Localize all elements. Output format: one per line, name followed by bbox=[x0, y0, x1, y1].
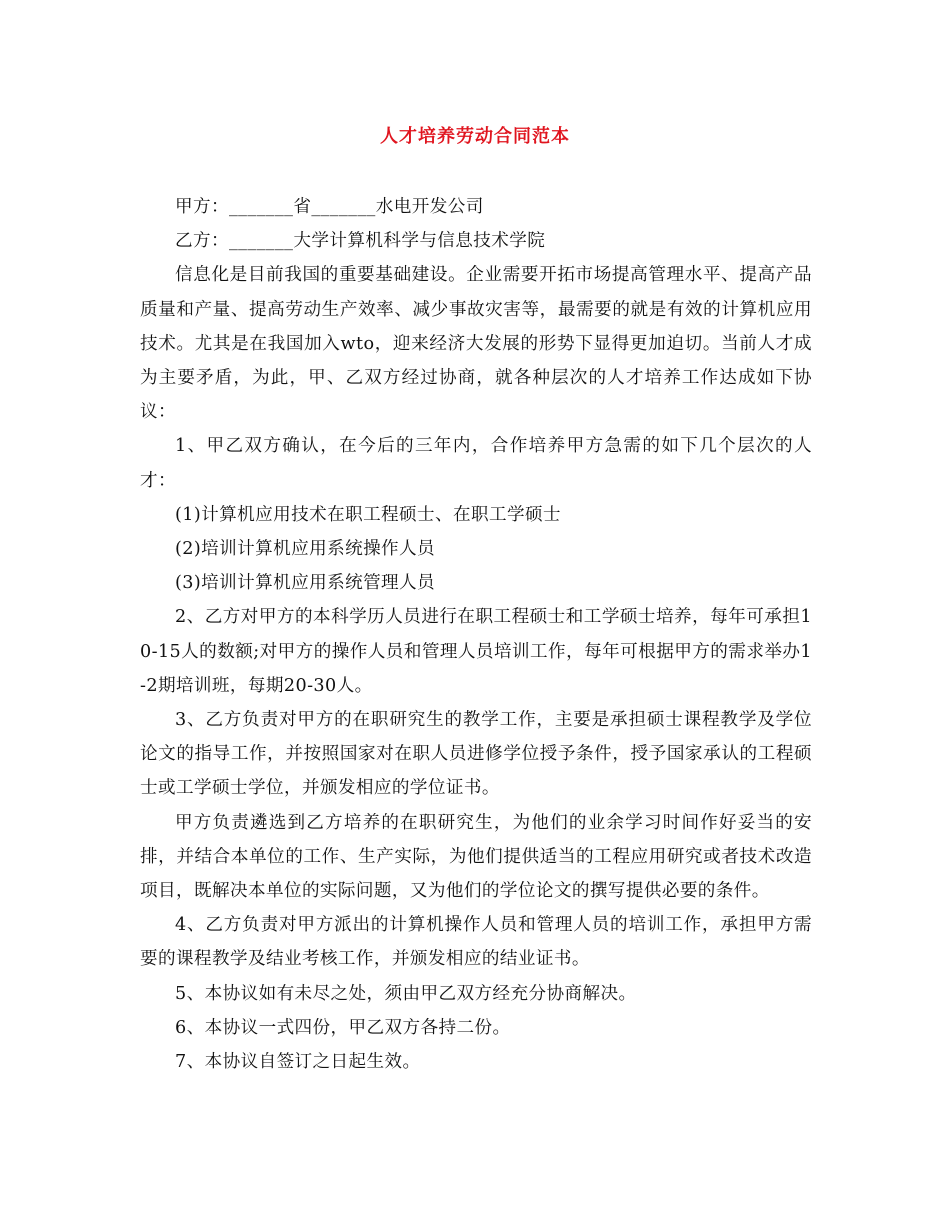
party-a-line: 甲方：_______省_______水电开发公司 bbox=[175, 197, 484, 217]
document-body bbox=[140, 190, 812, 1079]
clause-1-item-1: (1)计算机应用技术在职工程硕士、在职工学硕士 bbox=[175, 504, 561, 525]
clause-4: 4、乙方负责对甲方派出的计算机操作人员和管理人员的培训工作，承担甲方需要的课程教学及结业考核工作，并颁发相应的结业证书。 bbox=[140, 915, 812, 970]
clause-3-party-a-duty: 甲方负责遴选到乙方培养的在职研究生，为他们的业余学习时间作好妥当的安排，并结合本单位的工作、生产实际，为他们提供适当的工程应用研究或者技术改造项目，既解决本单位的实际问题，又为他们的学位论文的撰写提供必要的条件。 bbox=[140, 812, 812, 902]
clause-1-item-3: (3)培训计算机应用系统管理人员 bbox=[175, 573, 436, 594]
clause-5: 5、本协议如有未尽之处，须由甲乙双方经充分协商解决。 bbox=[175, 983, 637, 1004]
document-title: 人才培养劳动合同范本 bbox=[380, 126, 570, 147]
clause-1-item-2: (2)培训计算机应用系统操作人员 bbox=[175, 539, 436, 560]
clause-6: 6、本协议一式四份，甲乙双方各持二份。 bbox=[175, 1017, 511, 1038]
preamble-paragraph: 信息化是目前我国的重要基础建设。企业需要开拓市场提高管理水平、提高产品质量和产量、提高劳动生产效率、减少事故灾害等，最需要的就是有效的计算机应用技术。尤其是在我国加入wto，迎来经济大发展的形势下显得更加迫切。当前人才成为主要矛盾，为此，甲、乙双方经过协商，就各种层次的人才培养工作达成如下协议： bbox=[140, 265, 812, 423]
clause-2: 2、乙方对甲方的本科学历人员进行在职工程硕士和工学硕士培养，每年可承担10-15人的数额;对甲方的操作人员和管理人员培训工作，每年可根据甲方的需求举办1-2期培训班，每期20-30人。 bbox=[140, 607, 812, 696]
clause-3: 3、乙方负责对甲方的在职研究生的教学工作，主要是承担硕士课程教学及学位论文的指导工作，并按照国家对在职人员进修学位授予条件，授予国家承认的工程硕士或工学硕士学位，并颁发相应的学位证书。 bbox=[140, 710, 812, 799]
clause-7: 7、本协议自签订之日起生效。 bbox=[175, 1052, 421, 1073]
party-b-line: 乙方：_______大学计算机科学与信息技术学院 bbox=[175, 231, 546, 252]
clause-1: 1、甲乙双方确认，在今后的三年内，合作培养甲方急需的如下几个层次的人才： bbox=[140, 436, 812, 491]
